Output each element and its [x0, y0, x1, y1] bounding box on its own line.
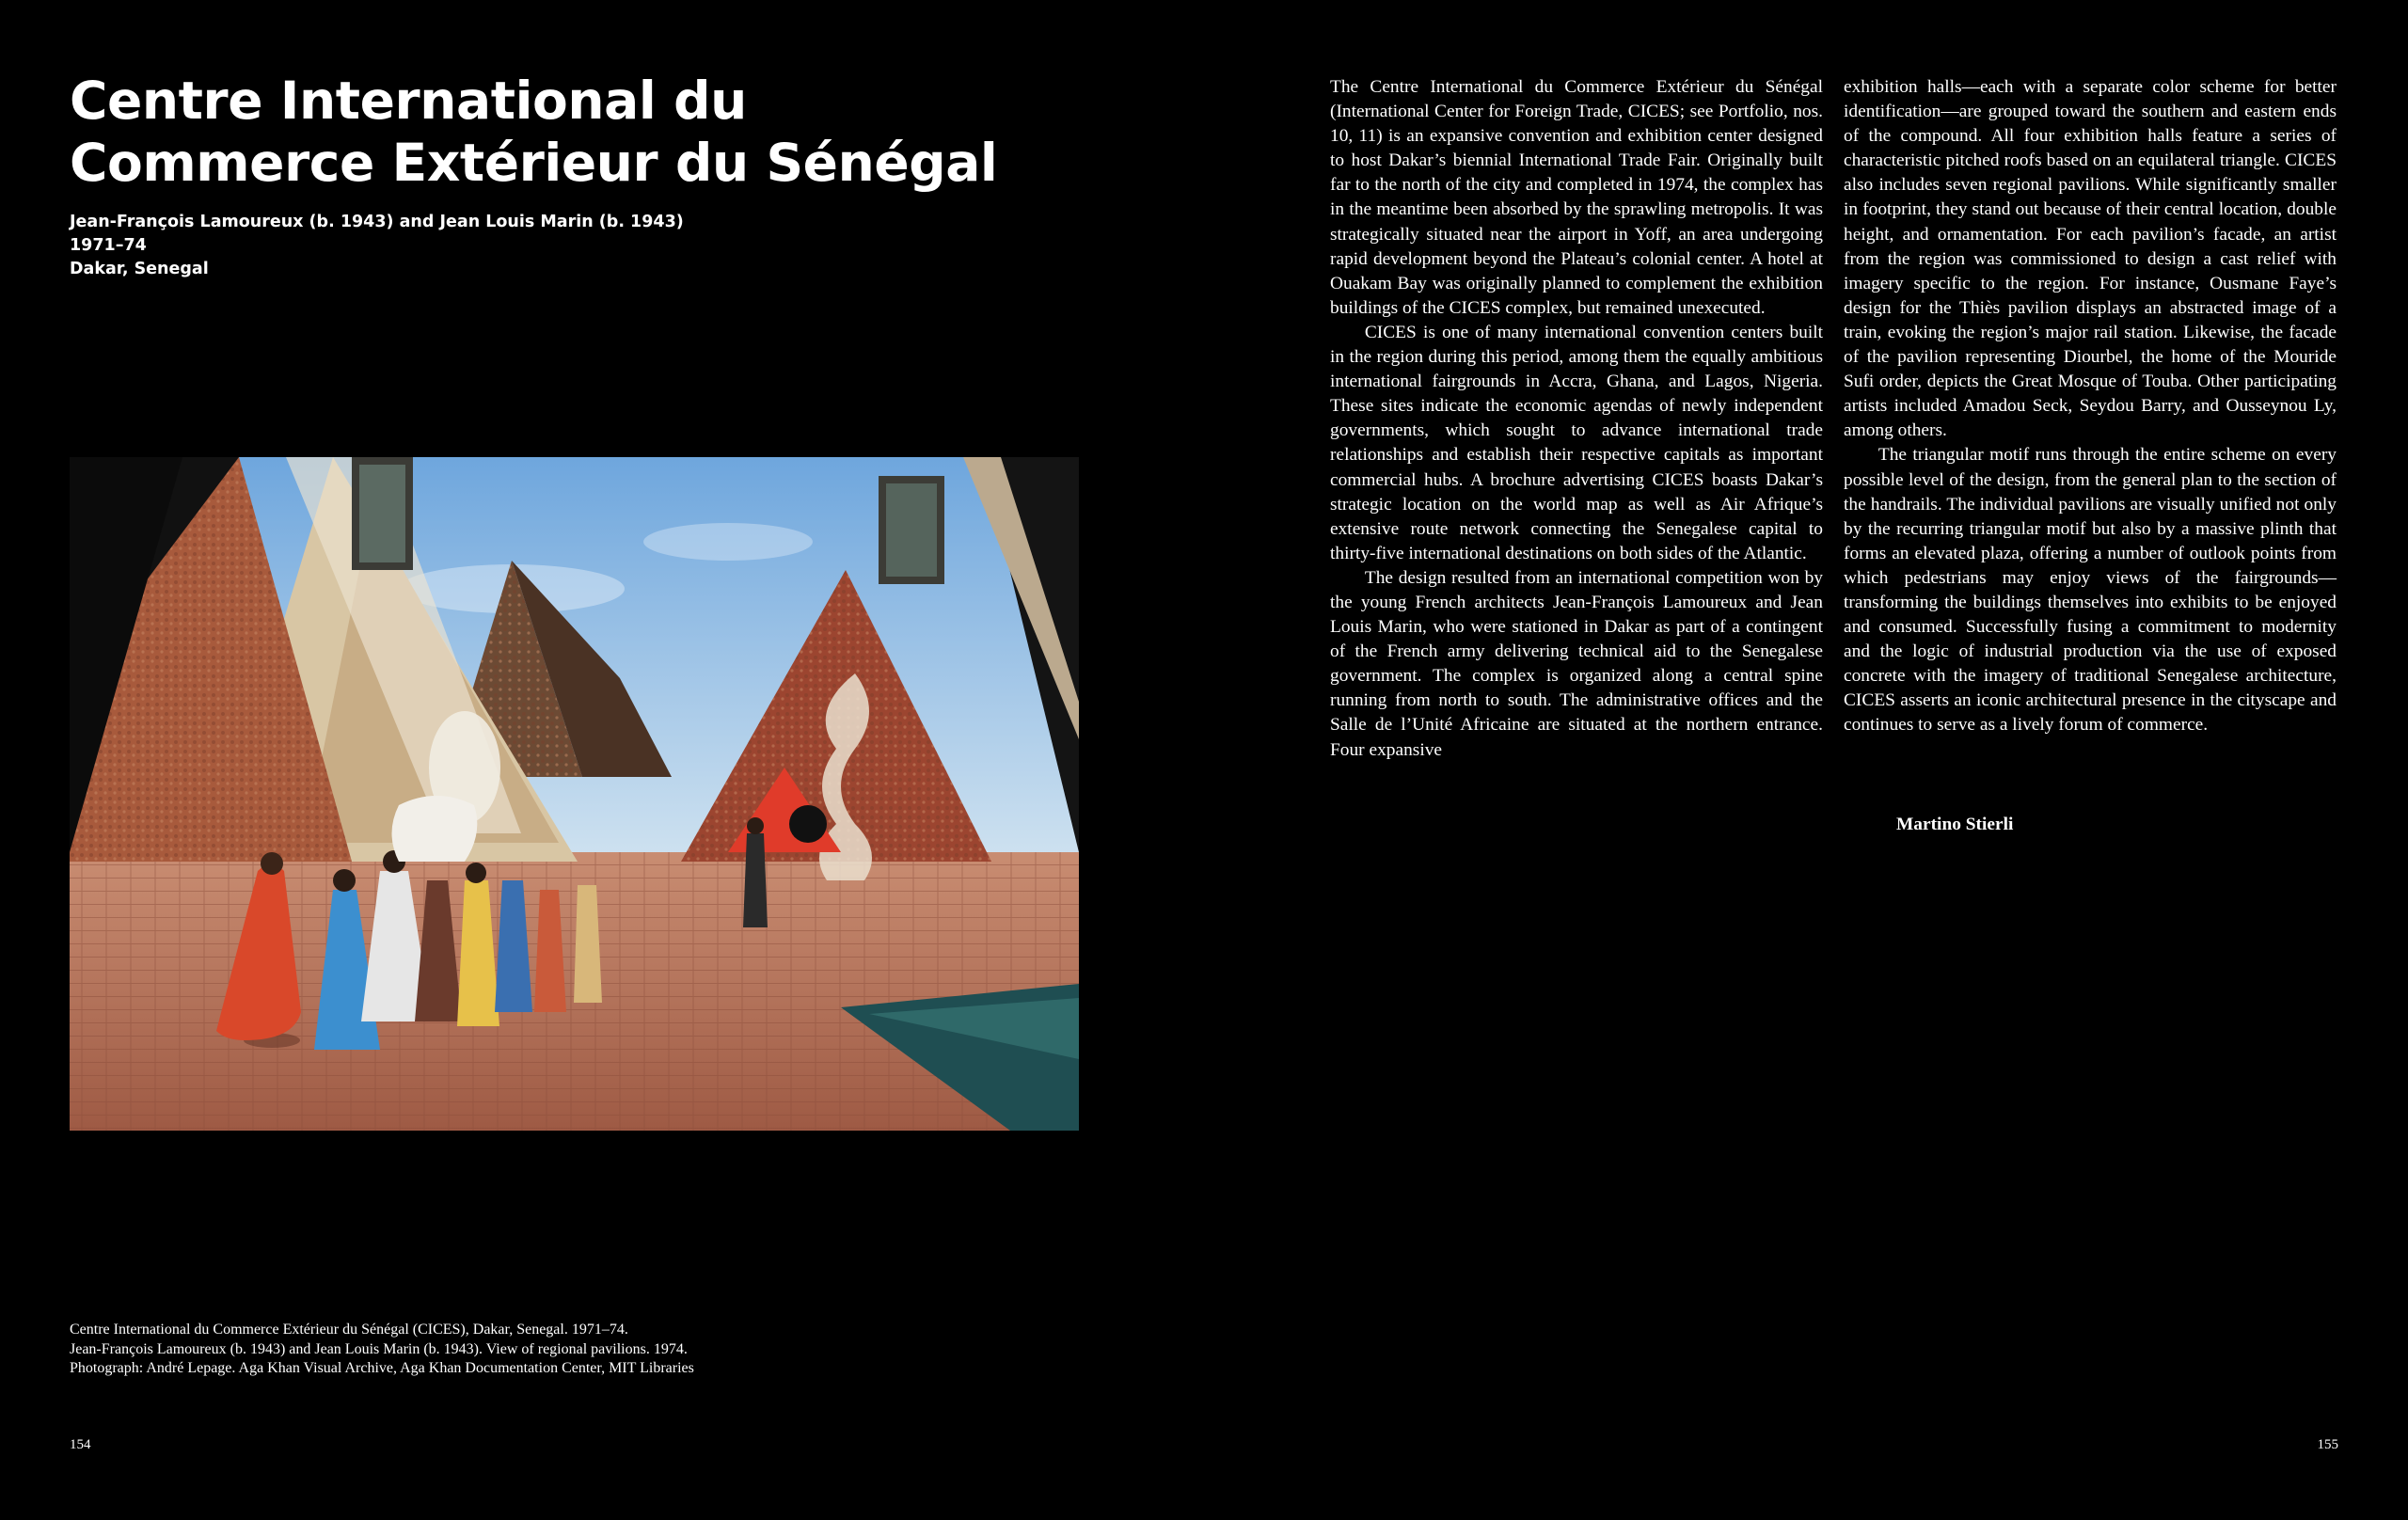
title-line-1: Centre International du — [70, 71, 747, 131]
caption-line-1: Centre International du Commerce Extérieur du Sénégal (CICES), Dakar, Senegal. 1971–74. — [70, 1322, 628, 1338]
paragraph: CICES is one of many international convention centers built in the region during this period, among them the equally ambitious international fairgrounds in Accra, Ghana, and Lagos, Nigeria. These sites indicate the economic agendas of newly independent governments, which sought to advance international trade relationships and establish their respective capitals as important commercial hubs. A brochure advertising CICES boasts Dakar’s strategic location on the world map as well as Air Afrique’s extensive route network connecting the Senegalese capital to thirty-five international destinations on both sides of the Atlantic. — [1330, 322, 1823, 563]
right-page — [1204, 0, 2408, 1520]
text-column-1 — [1330, 75, 1823, 763]
pavilions-photo — [70, 457, 1079, 1131]
text-column-2 — [1844, 75, 2337, 738]
location: Dakar, Senegal — [70, 260, 209, 278]
paragraph: The triangular motif runs through the entire scheme on every possible level of the design, from the general plan to the section of the handrails. The individual pavilions are visually unified not only by the recurring triangular motif but also by a massive plinth that forms an elevated plaza, offering a number of outlook points from which pedestrians may enjoy views of the fairgrounds—transforming the buildings themselves into exhibits to be enjoyed and consumed. Successfully fusing a commitment to modernity and the logic of industrial production via the use of exposed concrete with the imagery of traditional Senegalese architecture, CICES asserts an iconic architectural presence in the cityscape and continues to serve as a lively forum of commerce. — [1844, 445, 2337, 736]
paragraph: The design resulted from an international competition won by the young French architects Jean-François Lamoureux and Jean Louis Marin, who were stationed in Dakar as part of a contingent of the French army delivering technical aid to the Senegalese government. The complex is organized along a central spine running from north to south. The administrative offices and the Salle de l’Unité Africaine are situated at the northern entrance. Four expansive — [1330, 567, 1823, 760]
author-signature: Martino Stierli — [1896, 815, 2014, 834]
architects: Jean-François Lamoureux (b. 1943) and Jean Louis Marin (b. 1943) — [70, 213, 684, 231]
title-line-2: Commerce Extérieur du Sénégal — [70, 133, 998, 193]
paragraph: exhibition halls—each with a separate color scheme for better identification—are grouped toward the southern and eastern ends of the compound. All four exhibition halls feature a series of characteristic pitched roofs based on an equilateral triangle. CICES also includes seven regional pavilions. While significantly smaller in footprint, they stand out because of their central location, double height, and ornamentation. For each pavilion’s facade, an artist from the region was commissioned to design a cast relief with imagery specific to the region. For instance, Ousmane Faye’s design for the Thiès pavilion displays an abstracted image of a train, evoking the region’s major rail station. Likewise, the facade of the pavilion representing Diourbel, the home of the Mouride Sufi order, depicts the Great Mosque of Touba. Other participating artists included Amadou Seck, Seydou Barry, and Ousseynou Ly, among others. — [1844, 77, 2337, 441]
pavilions-illustration — [70, 457, 1079, 1131]
years: 1971–74 — [70, 236, 147, 255]
project-meta — [70, 211, 822, 281]
page-number-right: 155 — [2317, 1437, 2338, 1452]
photo-caption — [70, 1321, 916, 1379]
page-number-left: 154 — [70, 1437, 91, 1452]
caption-line-2: Jean-François Lamoureux (b. 1943) and Jean Louis Marin (b. 1943). View of regional pavilions. 1974. — [70, 1340, 688, 1357]
caption-line-3: Photograph: André Lepage. Aga Khan Visual Archive, Aga Khan Documentation Center, MIT Libraries — [70, 1360, 694, 1376]
paragraph: The Centre International du Commerce Extérieur du Sénégal (International Center for Foreign Trade, CICES; see Portfolio, nos. 10, 11) is an expansive convention and exhibition center designed to host Dakar’s biennial International Trade Fair. Originally built far to the north of the city and completed in 1974, the complex has in the meantime been absorbed by the sprawling metropolis. It was strategically situated near the airport in Yoff, an area undergoing rapid development beyond the Plateau’s colonial center. A hotel at Ouakam Bay was originally planned to complement the exhibition buildings of the CICES complex, but remained unexecuted. — [1330, 77, 1823, 318]
page-title — [70, 70, 1151, 194]
